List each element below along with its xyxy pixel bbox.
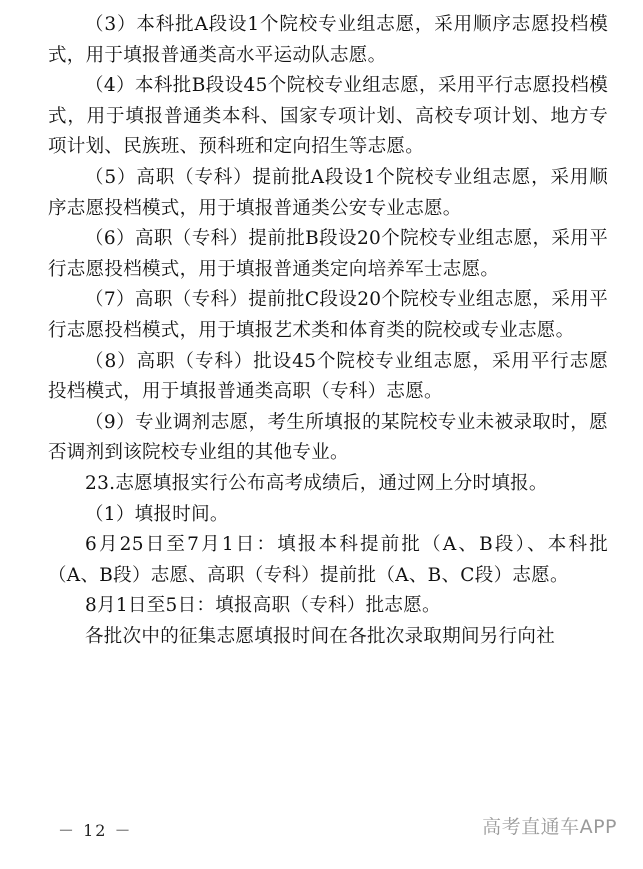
paragraph-fill-time-heading: （1）填报时间。	[85, 503, 229, 525]
paragraph-item-7: （7）高职（专科）提前批C段设20个院校专业组志愿，采用平行志愿投档模式，用于填报艺术类和体育类的院校或专业志愿。	[48, 289, 608, 341]
paragraph-item-9: （9）专业调剂志愿，考生所填报的某院校专业未被录取时，愿否调剂到该院校专业组的其他专业。	[48, 411, 608, 464]
paragraph-section-23: 23.志愿填报实行公布高考成绩后，通过网上分时填报。	[85, 472, 548, 494]
watermark-text: 高考直通车APP	[482, 816, 617, 838]
document-body	[48, 10, 608, 652]
paragraph-supplementary-schedule: 各批次中的征集志愿填报时间在各批次录取期间另行向社	[85, 625, 556, 647]
paragraph-item-5: （5）高职（专科）提前批A段设1个院校专业组志愿，采用顺序志愿投档模式，用于填报普通类公安专业志愿。	[48, 166, 608, 219]
paragraph-august-schedule: 8月1日至5日：填报高职（专科）批志愿。	[85, 595, 441, 617]
paragraph-item-3: （3）本科批A段设1个院校专业组志愿，采用顺序志愿投档模式，用于填报普通类高水平运动队志愿。	[48, 14, 608, 66]
paragraph-item-4: （4）本科批B段设45个院校专业组志愿，采用平行志愿投档模式，用于填报普通类本科、国家专项计划、高校专项计划、地方专项计划、民族班、预科班和定向招生等志愿。	[48, 75, 608, 158]
paragraph-item-8: （8）高职（专科）批设45个院校专业组志愿，采用平行志愿投档模式，用于填报普通类高职（专科）志愿。	[48, 350, 608, 403]
paragraph-june-schedule: 6月25日至7月1日：填报本科提前批（A、B段）、本科批（A、B段）志愿、高职（专科）提前批（A、B、C段）志愿。	[48, 534, 608, 586]
page-number: － 12 －	[58, 821, 133, 840]
paragraph-item-6: （6）高职（专科）提前批B段设20个院校专业组志愿，采用平行志愿投档模式，用于填报普通类定向培养军士志愿。	[48, 228, 608, 280]
